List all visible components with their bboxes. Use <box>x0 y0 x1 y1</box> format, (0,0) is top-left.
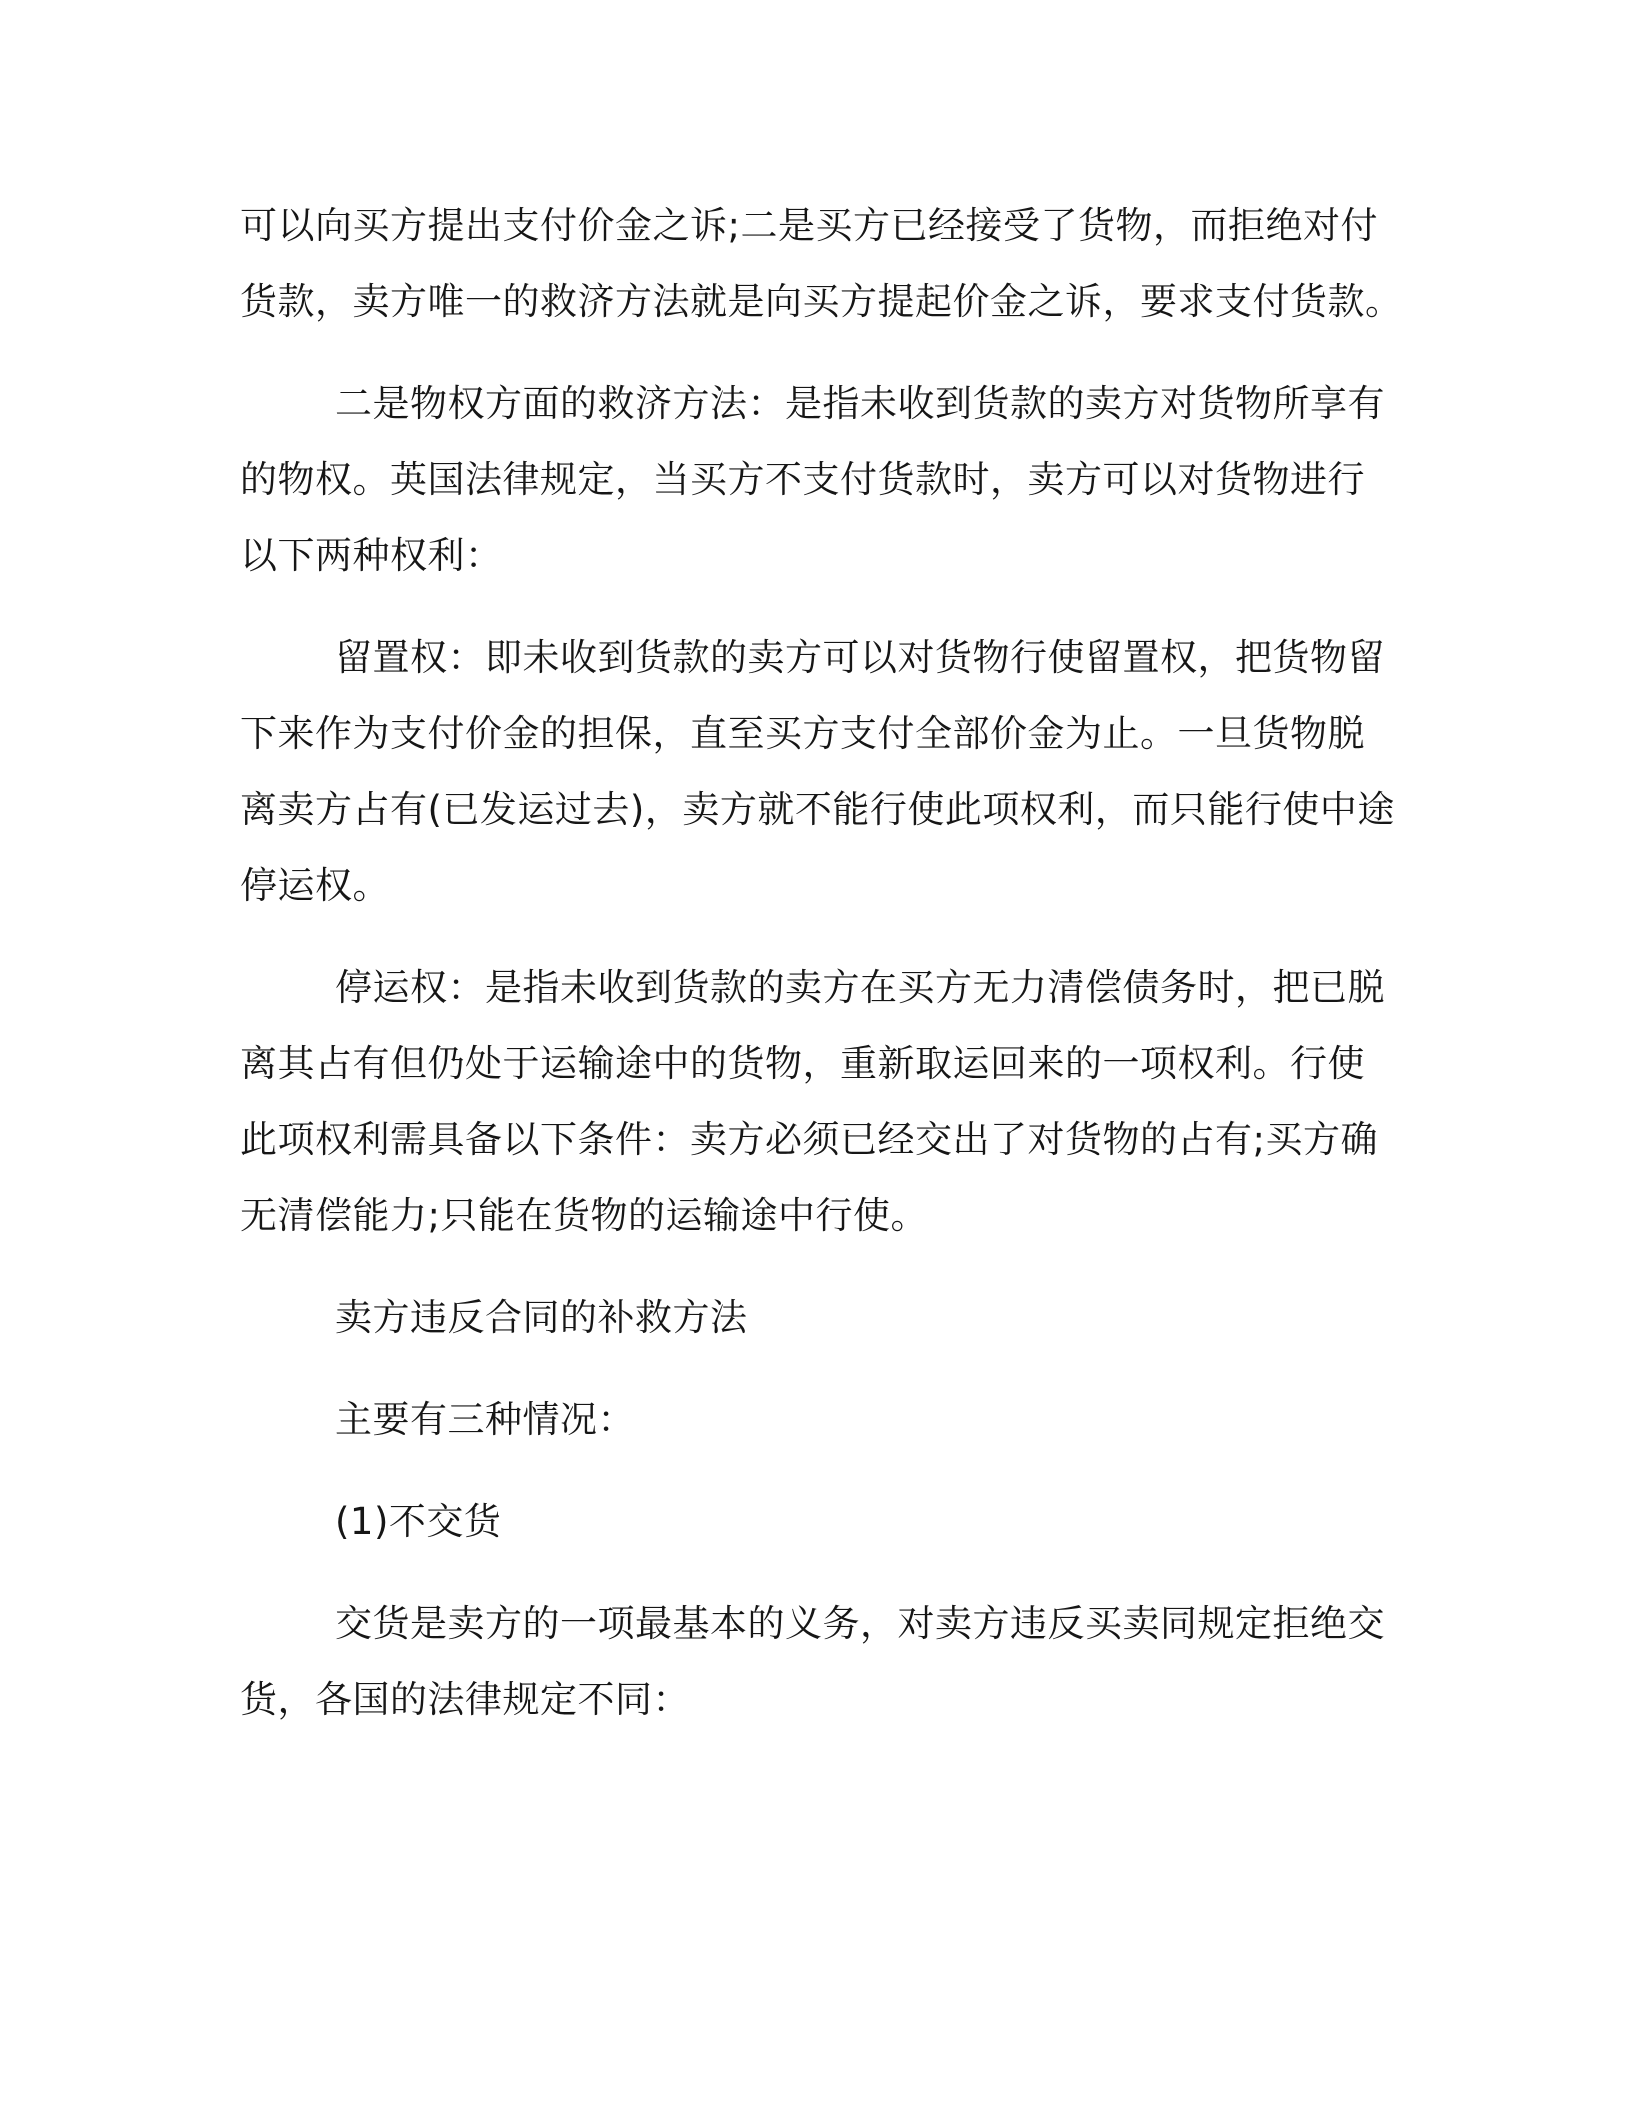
paragraph-price-action <box>240 188 1403 340</box>
text-line: 货款，卖方唯一的救济方法就是向买方提起价金之诉，要求支付货款。 <box>240 280 1403 323</box>
text-line: 此项权利需具备以下条件：卖方必须已经交出了对货物的占有;买方确 <box>240 1118 1378 1161</box>
document-body <box>240 188 1403 1738</box>
text-line: 下来作为支付价金的担保，直至买方支付全部价金为止。一旦货物脱 <box>240 712 1365 755</box>
text-line: 离卖方占有(已发运过去)，卖方就不能行使此项权利，而只能行使中途 <box>240 788 1395 831</box>
text-line: 卖方违反合同的补救方法 <box>335 1296 748 1339</box>
paragraph-three-cases <box>240 1382 1390 1458</box>
paragraph-lien <box>240 620 1395 924</box>
paragraph-delivery-obligation <box>240 1586 1390 1738</box>
paragraph-property-remedy <box>240 366 1390 594</box>
text-line: 货，各国的法律规定不同： <box>240 1678 690 1721</box>
text-line: 离其占有但仍处于运输途中的货物，重新取运回来的一项权利。行使 <box>240 1042 1365 1085</box>
text-line: 二是物权方面的救济方法：是指未收到货款的卖方对货物所享有 <box>335 382 1385 425</box>
text-line: 可以向买方提出支付价金之诉;二是买方已经接受了货物，而拒绝对付 <box>240 204 1378 247</box>
list-item-non-delivery <box>240 1484 1390 1560</box>
text-line: 主要有三种情况： <box>335 1398 635 1441</box>
text-line: 交货是卖方的一项最基本的义务，对卖方违反买卖同规定拒绝交 <box>335 1602 1385 1645</box>
text-line: 停运权：是指未收到货款的卖方在买方无力清偿债务时，把已脱 <box>335 966 1385 1009</box>
text-line: 留置权：即未收到货款的卖方可以对货物行使留置权，把货物留 <box>335 636 1385 679</box>
text-line: (1)不交货 <box>335 1500 502 1543</box>
text-line: 的物权。英国法律规定，当买方不支付货款时，卖方可以对货物进行 <box>240 458 1365 501</box>
text-line: 无清偿能力;只能在货物的运输途中行使。 <box>240 1194 928 1237</box>
paragraph-stoppage-in-transit <box>240 950 1390 1254</box>
text-line: 停运权。 <box>240 864 390 907</box>
section-heading-seller-breach <box>240 1280 1390 1356</box>
text-line: 以下两种权利： <box>240 534 503 577</box>
